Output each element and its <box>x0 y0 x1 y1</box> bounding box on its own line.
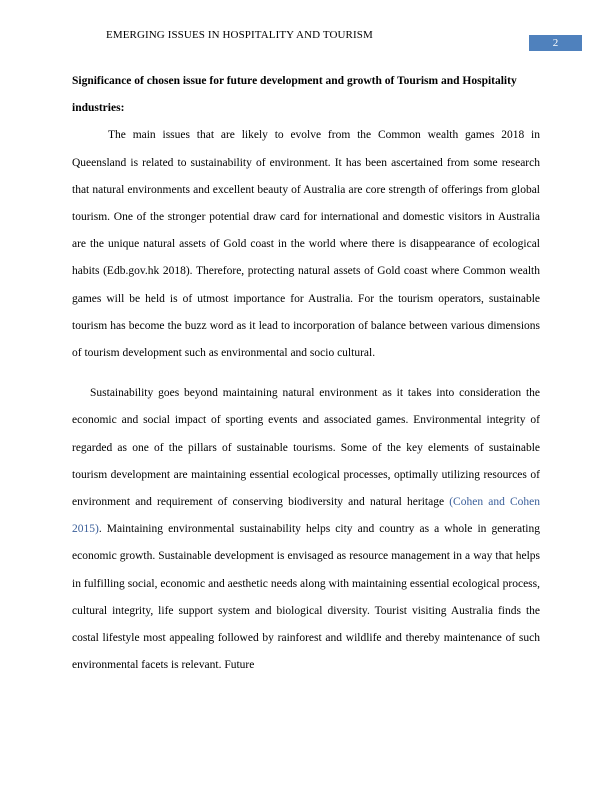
citation-link[interactable]: (Cohen and Cohen 2015) <box>72 496 541 536</box>
section-heading: Significance of chosen issue for future development and growth of Tourism and Hospitality industries: <box>72 75 517 115</box>
body-paragraph-1: The main issues that are likely to evolve from the Common wealth games 2018 in Queensland is related to sustainability of environment. It has been ascertained from some research that natural environments and excellent beauty of Australia are core strength of offerings from global tourism. One of the stronger potential draw card for international and domestic visitors in Australia are the unique natural assets of Gold coast in the world where there is disappearance of ecological habits (Edb.gov.hk 2018). Therefore, protecting natural assets of Gold coast where Common wealth games will be held is of utmost importance for Australia. For the tourism operators, sustainable tourism has become the buzz word as it lead to incorporation of balance between various dimensions of tourism development such as environmental and socio cultural. <box>72 129 540 360</box>
body-paragraph-2 <box>72 380 540 679</box>
running-head: EMERGING ISSUES IN HOSPITALITY AND TOURISM <box>106 29 373 41</box>
paragraph-2-text-start: Sustainability goes beyond maintaining natural environment as it takes into consideration the economic and social impact of sporting events and associated games. Environmental integrity of regarded as one of the pillars of sustainable tourisms. Some of the key elements of sustainable tourism development are maintaining essential ecological processes, optimally utilizing resources of environment and requirement of conserving biodiversity and natural heritage <box>72 387 540 509</box>
paragraph-2-text-end: . Maintaining environmental sustainability helps city and country as a whole in generating economic growth. Sustainable development is envisaged as resource management in a way that helps in fulfilling social, economic and aesthetic needs along with maintaining essential ecological process, cultural integrity, life support system and biological diversity. Tourist visiting Australia finds the costal lifestyle most appealing followed by rainforest and wildlife and thereby maintenance of such environmental facets is relevant. Future <box>72 523 540 672</box>
page-number-badge: 2 <box>529 35 582 51</box>
page-body <box>72 68 540 679</box>
